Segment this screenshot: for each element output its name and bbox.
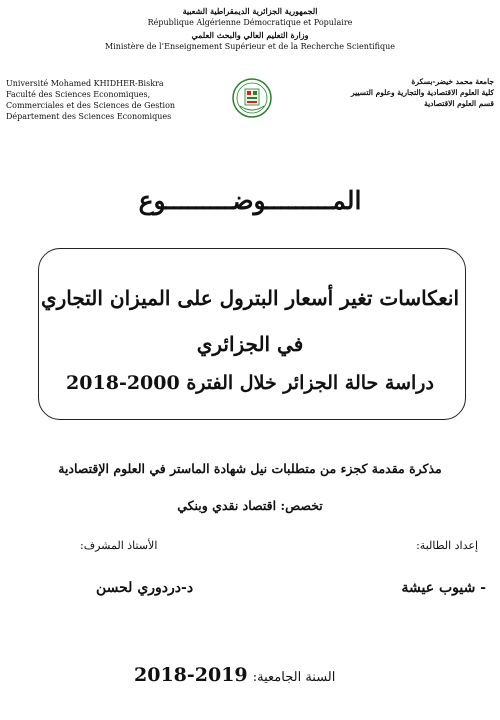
ministry-arabic: وزارة التعليم العالي والبحث العلمي: [191, 30, 309, 40]
academic-year-value: 2018-2019: [134, 664, 248, 686]
subject-heading: المـــــــــوضـــــــــوع: [138, 186, 362, 215]
thesis-subtitle: دراسة حالة الجزائر خلال الفترة 2000-2018: [66, 372, 434, 394]
supervisor-label: الأستاذ المشرف:: [80, 539, 158, 552]
faculty-name-fr: Faculté des Sciences Economiques,: [6, 90, 151, 99]
thesis-title-line2: في الجزائري: [196, 332, 304, 356]
specialization-label: تخصص:: [280, 498, 323, 513]
department-name-ar: قسم العلوم الاقتصادية: [424, 99, 494, 108]
specialization: [0, 498, 500, 513]
faculty-name-ar: كلية العلوم الاقتصادية والتجارية وعلوم التسيير: [350, 88, 494, 97]
faculty-name-fr-cont: Commerciales et des Sciences de Gestion: [6, 101, 176, 110]
university-info-arabic: [314, 76, 494, 109]
republic-french: République Algérienne Démocratique et Populaire: [147, 18, 353, 27]
department-name-fr: Département des Sciences Economiques: [6, 112, 172, 121]
republic-arabic: الجمهورية الجزائرية الديمقراطية الشعبية: [182, 6, 318, 16]
supervisor-name: د-دردوري لحسن: [96, 580, 194, 596]
academic-year: [134, 664, 374, 686]
thesis-title-line1: انعكاسات تغير أسعار البترول على الميزان التجاري: [40, 286, 460, 310]
academic-year-label: السنة الجامعية:: [252, 670, 336, 685]
university-info-french: [6, 78, 206, 122]
ministry-french: Ministère de l’Enseignement Supérieur et de la Recherche Scientifique: [104, 42, 395, 51]
specialization-value: اقتصاد نقدي وبنكي: [177, 498, 277, 513]
university-name-ar: جامعة محمد خيضر-بسكرة: [411, 77, 494, 86]
memo-description: مذكرة مقدمة كجزء من متطلبات نيل شهادة الماستر في العلوم الإقتصادية: [58, 461, 442, 476]
university-seal-icon: [232, 78, 272, 118]
university-name-fr: Université Mohamed KHIDHER-Biskra: [6, 79, 164, 88]
prepared-by-label: إعداد الطالبة:: [416, 539, 478, 552]
student-name: - شيوب عيشة: [401, 580, 486, 596]
